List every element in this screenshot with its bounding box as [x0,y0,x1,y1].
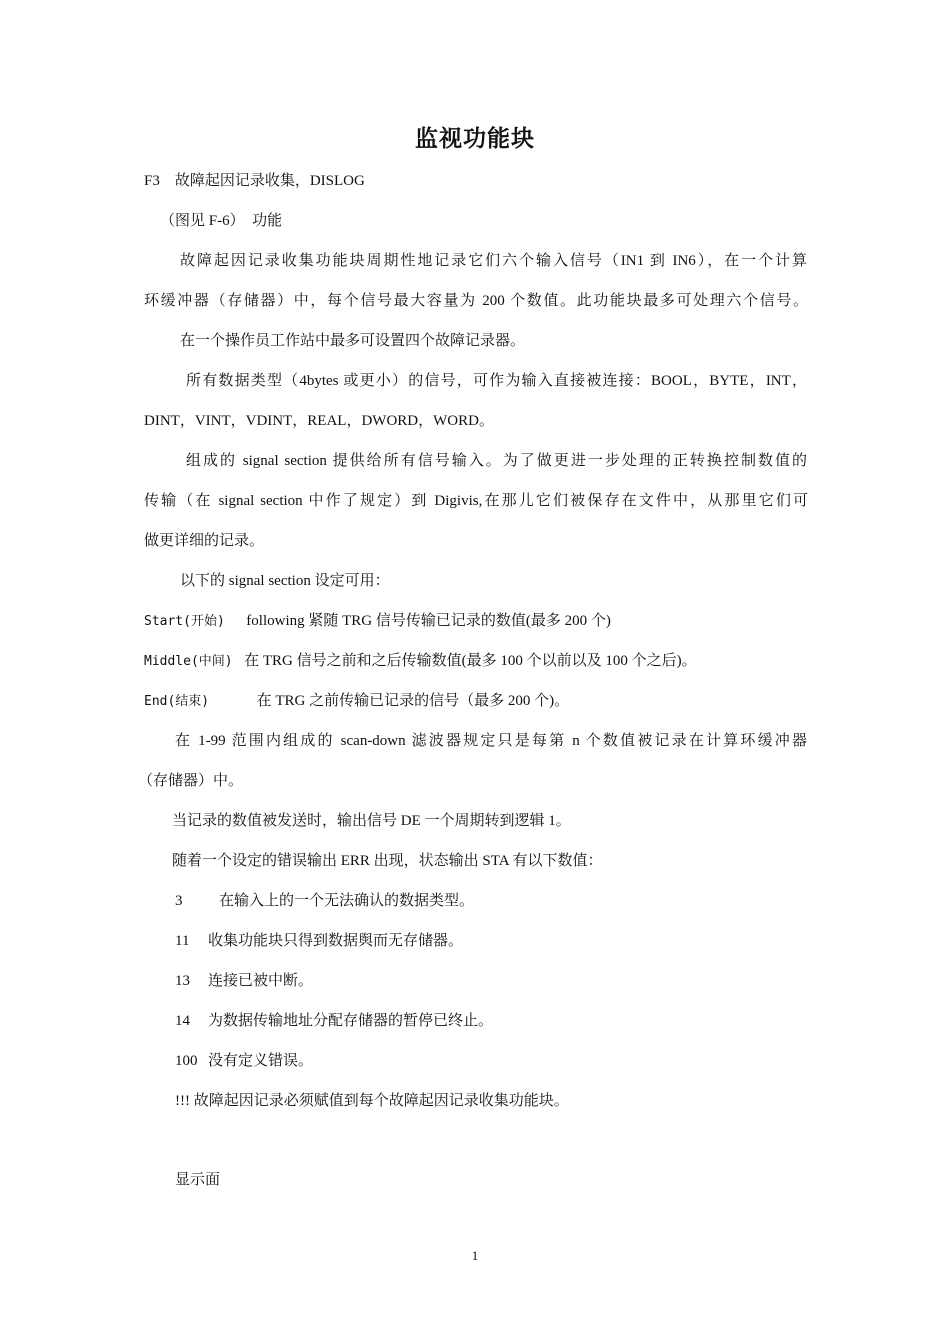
status-code: 100 [175,1053,198,1069]
paragraph-1-line-2: 环缓冲器（存储器）中，每个信号最大容量为 200 个数值。此功能块最多可处理六个信号。 [144,293,808,309]
status-code: 13 [175,973,190,989]
status-code-text: 收集功能块只得到数据舆而无存储器。 [208,933,464,949]
paragraph-6-line-1: 在 1-99 范围内组成的 scan-down 滤波器规定只是每第 n 个数值被记录在计算环缓冲器 [175,733,807,749]
page-number: 1 [471,1248,479,1263]
status-code-row [175,971,313,991]
setting-end [144,691,569,712]
setting-start-key: Start(开始) [144,614,225,629]
display-heading: 显示面 [175,1172,221,1188]
paragraph-1-line-1: 故障起因记录收集功能块周期性地记录它们六个输入信号（IN1 到 IN6），在一个计算 [180,253,807,269]
paragraph-6-line-2: （存储器）中。 [138,773,244,789]
setting-start-text: following 紧随 TRG 信号传输已记录的数值(最多 200 个) [246,613,611,629]
status-code-row [175,1011,493,1031]
status-code-text: 没有定义错误。 [208,1053,314,1069]
paragraph-5: 以下的 signal section 设定可用： [180,573,390,589]
note-line: !!! 故障起因记录必须赋值到每个故障起因记录收集功能块。 [175,1093,569,1109]
paragraph-2: 在一个操作员工作站中最多可设置四个故障记录器。 [180,333,526,349]
status-code: 11 [175,933,190,949]
status-code: 3 [175,893,183,909]
paragraph-4-line-3: 做更详细的记录。 [144,533,265,549]
paragraph-3-line-1: 所有数据类型（4bytes 或更小）的信号，可作为输入直接被连接：BOOL，BYTE，INT， [186,373,807,389]
paragraph-4-line-1: 组成的 signal section 提供给所有信号输入。为了做更进一步处理的正转换控制数值的 [186,453,807,469]
status-code-text: 为数据传输地址分配存储器的暂停已终止。 [208,1013,494,1029]
paragraph-8: 随着一个设定的错误输出 ERR 出现，状态输出 STA 有以下数值： [172,853,603,869]
setting-end-key: End(结束) [144,694,210,709]
status-code: 14 [175,1013,190,1029]
paragraph-3-line-2: DINT，VINT，VDINT，REAL，DWORD，WORD。 [144,413,494,429]
figure-reference: （图见 F-6） 功能 [160,213,283,229]
setting-middle-key: Middle(中间) [144,654,233,669]
setting-middle [144,651,697,672]
status-code-text: 连接已被中断。 [208,973,314,989]
status-code-row [175,931,463,951]
setting-start [144,611,611,632]
section-heading: F3 故障起因记录收集，DISLOG [144,173,365,189]
paragraph-4-line-2: 传输（在 signal section 中作了规定）到 Digivis,在那儿它们被保存在文件中，从那里它们可 [144,493,808,509]
paragraph-7: 当记录的数值被发送时，输出信号 DE 一个周期转到逻辑 1。 [172,813,571,829]
page-title: 监视功能块 [415,126,535,152]
status-code-row [175,1051,313,1071]
status-code-row [175,891,474,911]
status-code-text: 在输入上的一个无法确认的数据类型。 [219,893,475,909]
setting-middle-text: 在 TRG 信号之前和之后传输数值(最多 100 个以前以及 100 个之后)。 [244,653,697,669]
setting-end-text: 在 TRG 之前传输已记录的信号（最多 200 个)。 [256,693,570,709]
